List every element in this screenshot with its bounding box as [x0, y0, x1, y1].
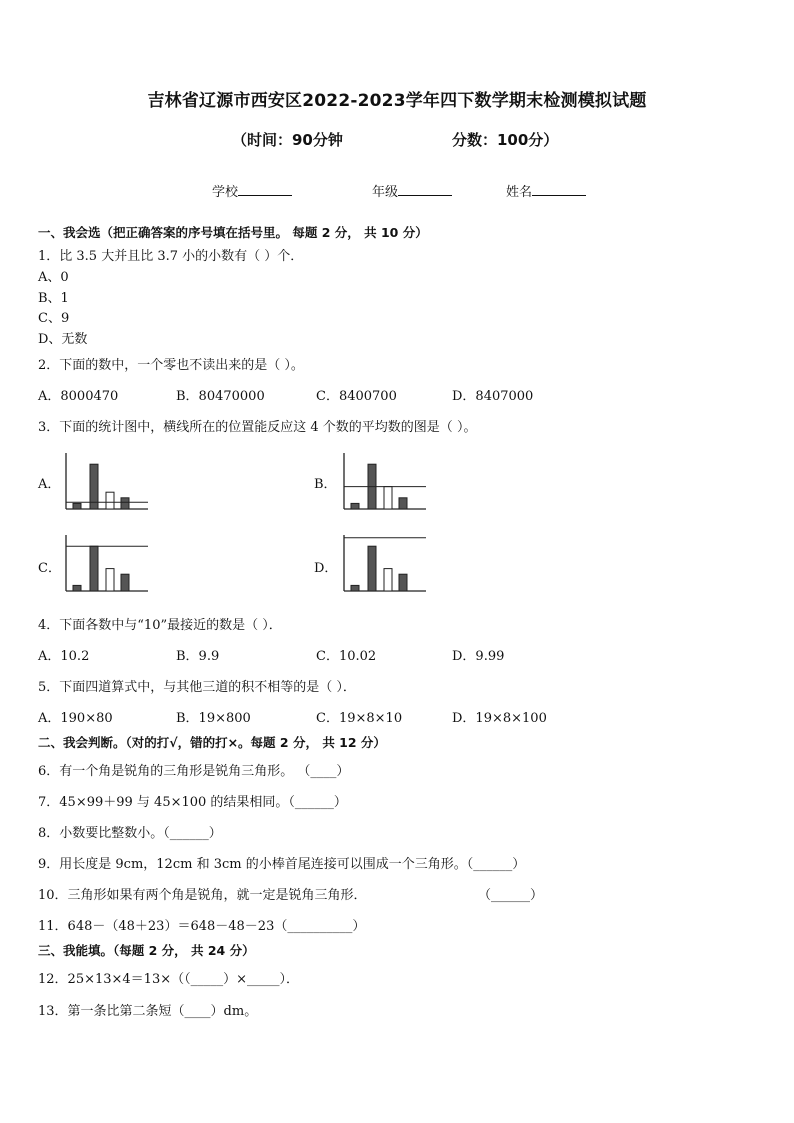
bar-3 [106, 492, 114, 509]
question-13: 13．第一条比第二条短（____）dm。 [38, 1004, 258, 1019]
school-blank[interactable] [238, 182, 292, 196]
section-heading-2: 二、我会判断。（对的打√，错的打×。每题 2 分， 共 12 分） [38, 735, 386, 750]
question-5: 5．下面四道算式中，与其他三道的积不相等的是（ ）． [38, 680, 356, 695]
q3-chart-d[interactable] [338, 533, 430, 595]
section-heading-3: 三、我能填。（每题 2 分， 共 24 分） [38, 943, 255, 958]
q3-option-c-label[interactable]: C． [38, 561, 61, 576]
q2-option-c[interactable]: C．8400700 [316, 389, 397, 404]
q4-option-b[interactable]: B．9.9 [176, 649, 220, 664]
exam-time: （时间：90分钟 [232, 131, 343, 149]
question-12: 12．25×13×4＝13×（（_____）×_____）． [38, 972, 300, 987]
question-11: 11．648－（48＋23）＝648－48－23（__________） [38, 919, 366, 934]
q5-option-d[interactable]: D．19×8×100 [452, 711, 547, 726]
bar-3 [384, 569, 392, 591]
question-10: 10．三角形如果有两个角是锐角，就一定是锐角三角形． [38, 888, 367, 903]
q5-option-a[interactable]: A．190×80 [38, 711, 113, 726]
school-field[interactable] [212, 181, 292, 200]
q3-option-b-label[interactable]: B． [314, 477, 337, 492]
bar-1 [351, 585, 359, 591]
question-4: 4．下面各数中与“10”最接近的数是（ ）． [38, 618, 282, 633]
q1-option-a[interactable]: A、0 [38, 270, 69, 285]
q4-option-a[interactable]: A．10.2 [38, 649, 90, 664]
bar-4 [399, 574, 407, 591]
q1-option-b[interactable]: B、1 [38, 291, 69, 306]
name-blank[interactable] [532, 182, 586, 196]
bar-4 [121, 574, 129, 591]
section-heading-1: 一、我会选（把正确答案的序号填在括号里。 每题 2 分， 共 10 分） [38, 225, 428, 240]
q5-option-b[interactable]: B．19×800 [176, 711, 251, 726]
bar-2 [90, 546, 98, 591]
q4-option-c[interactable]: C．10.02 [316, 649, 377, 664]
question-1: 1．比 3.5 大并且比 3.7 小的小数有（ ）个． [38, 249, 304, 264]
question-9: 9．用长度是 9cm，12cm 和 3cm 的小棒首尾连接可以围成一个三角形。（______） [38, 857, 526, 872]
page-title: 吉林省辽源市西安区2022-2023学年四下数学期末检测模拟试题 [147, 91, 647, 111]
question-3: 3．下面的统计图中，横线所在的位置能反应这 4 个数的平均数的图是（ ）。 [38, 420, 477, 435]
q3-option-a-label[interactable]: A． [38, 477, 61, 492]
bar-2 [368, 546, 376, 591]
name-field[interactable] [506, 181, 586, 200]
bar-1 [73, 503, 81, 509]
question-8: 8．小数要比整数小。（______） [38, 826, 222, 841]
question-7: 7．45×99＋99 与 45×100 的结果相同。（______） [38, 795, 347, 810]
question-6: 6．有一个角是锐角的三角形是锐角三角形。 （____） [38, 764, 350, 779]
bar-3 [106, 569, 114, 591]
bar-1 [73, 585, 81, 591]
q3-chart-c[interactable] [60, 533, 152, 595]
grade-label: 年级 [372, 185, 399, 200]
q3-option-d-label[interactable]: D． [314, 561, 338, 576]
q2-option-d[interactable]: D．8407000 [452, 389, 534, 404]
q5-option-c[interactable]: C．19×8×10 [316, 711, 403, 726]
bar-4 [399, 498, 407, 509]
school-label: 学校 [212, 185, 239, 200]
q2-option-a[interactable]: A．8000470 [38, 389, 119, 404]
q3-chart-a[interactable] [60, 451, 152, 513]
grade-field[interactable] [372, 181, 452, 200]
q1-option-d[interactable]: D、无数 [38, 332, 88, 347]
bar-4 [121, 498, 129, 509]
bar-3 [384, 487, 392, 509]
bar-1 [351, 503, 359, 509]
q4-option-d[interactable]: D．9.99 [452, 649, 505, 664]
q3-chart-b[interactable] [338, 451, 430, 513]
question-2: 2．下面的数中，一个零也不读出来的是（ ）。 [38, 358, 304, 373]
name-label: 姓名 [506, 185, 533, 200]
exam-score: 分数：100分） [452, 131, 559, 149]
q2-option-b[interactable]: B．80470000 [176, 389, 265, 404]
grade-blank[interactable] [398, 182, 452, 196]
q1-option-c[interactable]: C、9 [38, 311, 70, 326]
question-10-blank[interactable]: （______） [478, 888, 544, 903]
